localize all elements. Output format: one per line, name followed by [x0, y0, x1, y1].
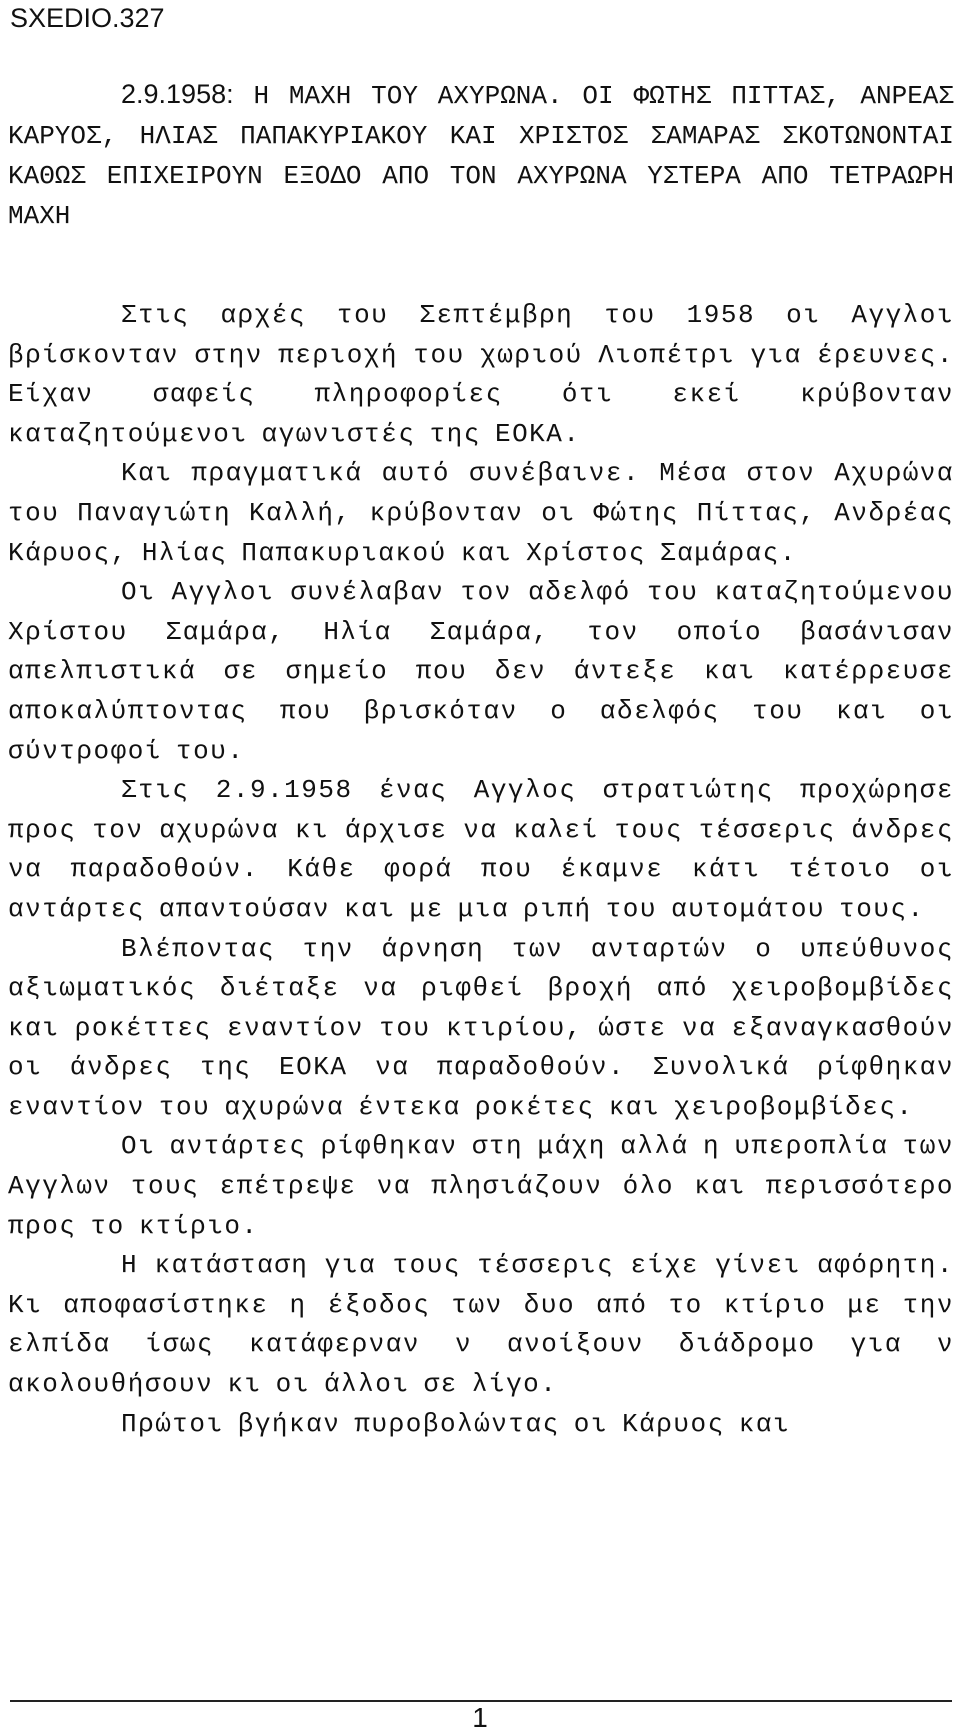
paragraph: Βλέποντας την άρνηση των ανταρτών ο υπεύθυνος αξιωματικός διέταξε να ριφθεί βροχή από χειροβομβίδες και ροκέττες εναντίον του κτιρίου, ώστε να εξαναγκασθούν οι άνδρες της ΕΟΚΑ να παραδοθούν. Συνολικά ρίφθηκαν εναντίον του αχυρώνα έντεκα ροκέτες και χειροβομβίδες.: [8, 933, 954, 1122]
heading-date: 2.9.1958:: [121, 79, 234, 109]
paragraph: Οι αντάρτες ρίφθηκαν στη μάχη αλλά η υπεροπλία των Αγγλων τους επέτρεψε να πλησιάζουν όλο και περισσότερο προς το κτίριο.: [8, 1131, 954, 1241]
paragraph: Οι Αγγλοι συνέλαβαν τον αδελφό του καταζητούμενου Χρίστου Σαμάρα, Ηλία Σαμάρα, τον οποίο βασάνισαν απελπιστικά σε σημείο που δεν άντεξε και κατέρρευσε αποκαλύπτοντας που βρισκόταν ο αδελφός του και οι σύντροφοί του.: [8, 577, 954, 766]
paragraph: Στις αρχές του Σεπτέμβρη του 1958 οι Αγγλοι βρίσκονταν στην περιοχή του χωριού Λιοπέτρι για έρευνες. Είχαν σαφείς πληροφορίες ότι εκεί κρύβονταν καταζητούμενοι αγωνιστές της ΕΟΚΑ.: [8, 300, 954, 449]
paragraph: Στις 2.9.1958 ένας Αγγλος στρατιώτης προχώρησε προς τον αχυρώνα κι άρχισε να καλεί τους τέσσερις άνδρες να παραδοθούν. Κάθε φορά που έκαμνε κάτι τέτοιο οι αντάρτες απαντούσαν και με μια ριπή του αυτομάτου τους.: [8, 775, 954, 924]
heading-text: Η ΜΑΧΗ ΤΟΥ ΑΧΥΡΩΝΑ. ΟΙ ΦΩΤΗΣ ΠΙΤΤΑΣ, ΑΝΡΕΑΣ ΚΑΡΥΟΣ, ΗΛΙΑΣ ΠΑΠΑΚΥΡΙΑΚΟΥ ΚΑΙ ΧΡΙΣΤΟΣ ΣΑΜΑΡΑΣ ΣΚΟΤΩΝΟΝΤΑΙ ΚΑΘΩΣ ΕΠΙΧΕΙΡΟΥΝ ΕΞΟΔΟ ΑΠΟ ΤΟΝ ΑΧΥΡΩΝΑ ΥΣΤΕΡΑ ΑΠΟ ΤΕΤΡΑΩΡΗ ΜΑΧΗ: [8, 81, 954, 231]
paragraph: Και πραγματικά αυτό συνέβαινε. Μέσα στον Αχυρώνα του Παναγιώτη Καλλή, κρύβονταν οι Φώτης Πίττας, Ανδρέας Κάρυος, Ηλίας Παπακυριακού και Χρίστος Σαμάρας.: [8, 458, 954, 568]
section-heading: [8, 74, 954, 236]
document-body: [8, 74, 954, 1444]
paragraph: Πρώτοι βγήκαν πυροβολώντας οι Κάρυος και: [121, 1408, 791, 1439]
paragraph: Η κατάσταση για τους τέσσερις είχε γίνει αφόρητη. Κι αποφασίστηκε η έξοδος των δυο από το κτίριο με την ελπίδα ίσως κατάφερναν ν ανοίξουν διάδρομο για ν ακολουθήσουν κι οι άλλοι σε λίγο.: [8, 1250, 954, 1400]
document-title: SXEDIO.327: [10, 3, 165, 33]
page-number: 1: [472, 1702, 488, 1733]
